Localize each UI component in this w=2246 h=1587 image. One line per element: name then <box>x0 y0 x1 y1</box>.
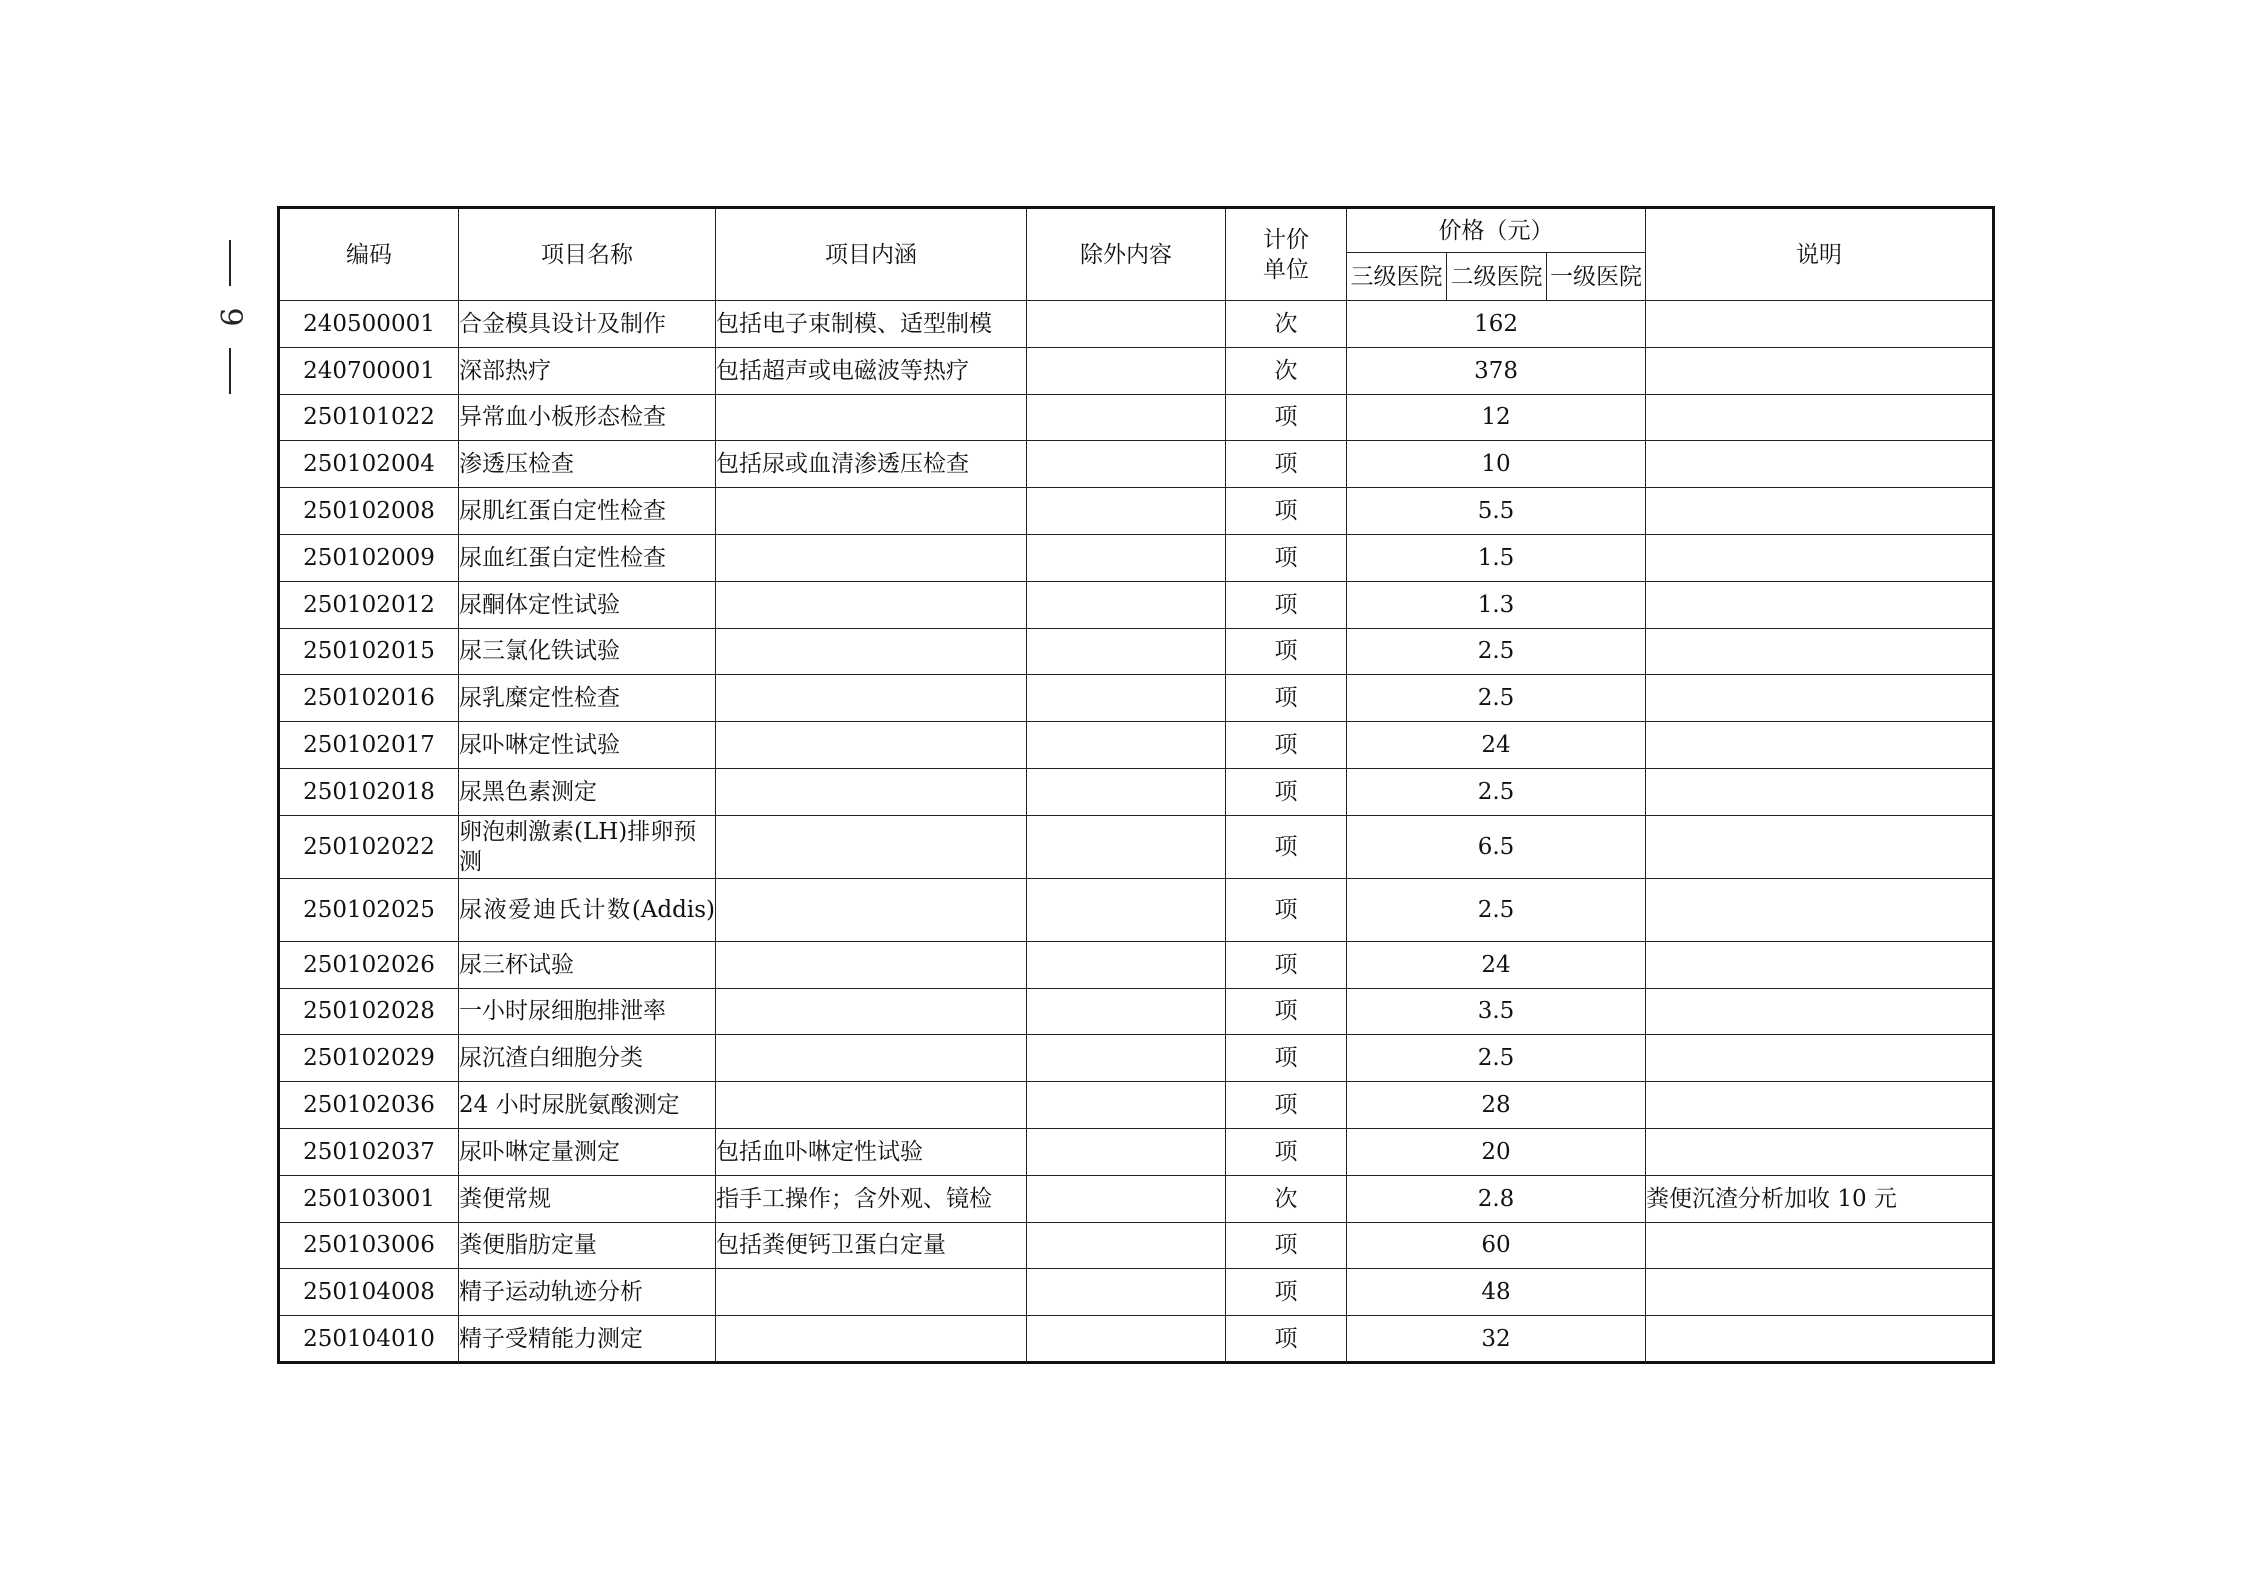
page-number-text: 9 <box>213 307 248 327</box>
cell-code: 240500001 <box>279 301 459 348</box>
cell-content <box>716 1035 1027 1082</box>
cell-code: 240700001 <box>279 347 459 394</box>
cell-name: 尿卟啉定量测定 <box>459 1128 716 1175</box>
cell-name: 尿血红蛋白定性检查 <box>459 534 716 581</box>
header-unit-line2: 单位 <box>1263 256 1309 283</box>
table-row <box>279 988 1994 1035</box>
cell-name: 尿三杯试验 <box>459 941 716 988</box>
table-row <box>279 1175 1994 1222</box>
cell-excluded <box>1027 301 1226 348</box>
cell-content <box>716 1316 1027 1363</box>
cell-name: 精子运动轨迹分析 <box>459 1269 716 1316</box>
cell-unit: 项 <box>1226 941 1347 988</box>
cell-excluded <box>1027 441 1226 488</box>
cell-content <box>716 1082 1027 1129</box>
cell-excluded <box>1027 394 1226 441</box>
header-content: 项目内涵 <box>716 208 1027 301</box>
table-header <box>279 208 1994 301</box>
cell-code: 250102026 <box>279 941 459 988</box>
cell-excluded <box>1027 581 1226 628</box>
cell-unit: 项 <box>1226 878 1347 941</box>
cell-code: 250104010 <box>279 1316 459 1363</box>
cell-note <box>1646 722 1994 769</box>
cell-price: 2.5 <box>1347 768 1646 815</box>
cell-price: 24 <box>1347 722 1646 769</box>
cell-price: 48 <box>1347 1269 1646 1316</box>
cell-excluded <box>1027 941 1226 988</box>
cell-unit: 次 <box>1226 1175 1347 1222</box>
cell-note <box>1646 1316 1994 1363</box>
cell-content: 包括粪便钙卫蛋白定量 <box>716 1222 1027 1269</box>
table-row <box>279 1269 1994 1316</box>
cell-name: 合金模具设计及制作 <box>459 301 716 348</box>
table-row <box>279 941 1994 988</box>
cell-code: 250102028 <box>279 988 459 1035</box>
header-name: 项目名称 <box>459 208 716 301</box>
cell-note <box>1646 347 1994 394</box>
cell-note <box>1646 1035 1994 1082</box>
cell-code: 250102016 <box>279 675 459 722</box>
cell-excluded <box>1027 1175 1226 1222</box>
table-row <box>279 394 1994 441</box>
cell-code: 250102022 <box>279 815 459 878</box>
cell-excluded <box>1027 675 1226 722</box>
cell-name: 尿卟啉定性试验 <box>459 722 716 769</box>
cell-price: 60 <box>1347 1222 1646 1269</box>
cell-price: 1.5 <box>1347 534 1646 581</box>
table-row <box>279 441 1994 488</box>
cell-code: 250101022 <box>279 394 459 441</box>
cell-note <box>1646 488 1994 535</box>
cell-note <box>1646 534 1994 581</box>
cell-note <box>1646 1269 1994 1316</box>
table-row <box>279 1222 1994 1269</box>
cell-content <box>716 488 1027 535</box>
cell-content <box>716 628 1027 675</box>
cell-price: 2.5 <box>1347 628 1646 675</box>
cell-note <box>1646 941 1994 988</box>
cell-name: 粪便常规 <box>459 1175 716 1222</box>
cell-unit: 次 <box>1226 301 1347 348</box>
cell-price: 162 <box>1347 301 1646 348</box>
cell-content <box>716 722 1027 769</box>
cell-unit: 项 <box>1226 1316 1347 1363</box>
cell-content <box>716 581 1027 628</box>
cell-price: 12 <box>1347 394 1646 441</box>
cell-name: 精子受精能力测定 <box>459 1316 716 1363</box>
cell-price: 2.8 <box>1347 1175 1646 1222</box>
cell-name: 卵泡刺激素(LH)排卵预测 <box>459 815 716 878</box>
cell-code: 250102017 <box>279 722 459 769</box>
cell-code: 250102018 <box>279 768 459 815</box>
cell-content: 包括电子束制模、适型制模 <box>716 301 1027 348</box>
cell-excluded <box>1027 1082 1226 1129</box>
cell-price: 28 <box>1347 1082 1646 1129</box>
cell-note <box>1646 1082 1994 1129</box>
cell-code: 250102029 <box>279 1035 459 1082</box>
header-level2: 二级医院 <box>1447 253 1547 301</box>
table-row <box>279 1128 1994 1175</box>
cell-excluded <box>1027 1316 1226 1363</box>
cell-unit: 项 <box>1226 441 1347 488</box>
cell-name: 尿沉渣白细胞分类 <box>459 1035 716 1082</box>
cell-name: 一小时尿细胞排泄率 <box>459 988 716 1035</box>
cell-name: 尿黑色素测定 <box>459 768 716 815</box>
cell-excluded <box>1027 347 1226 394</box>
cell-name: 尿酮体定性试验 <box>459 581 716 628</box>
cell-excluded <box>1027 628 1226 675</box>
cell-note <box>1646 628 1994 675</box>
cell-unit: 项 <box>1226 988 1347 1035</box>
table-row <box>279 488 1994 535</box>
cell-note <box>1646 1128 1994 1175</box>
cell-code: 250102036 <box>279 1082 459 1129</box>
cell-excluded <box>1027 815 1226 878</box>
cell-content <box>716 988 1027 1035</box>
cell-price: 20 <box>1347 1128 1646 1175</box>
cell-code: 250102025 <box>279 878 459 941</box>
cell-code: 250104008 <box>279 1269 459 1316</box>
cell-excluded <box>1027 1128 1226 1175</box>
cell-unit: 项 <box>1226 488 1347 535</box>
cell-code: 250103006 <box>279 1222 459 1269</box>
cell-note <box>1646 301 1994 348</box>
table-row <box>279 1035 1994 1082</box>
cell-excluded <box>1027 534 1226 581</box>
header-unit <box>1226 208 1347 301</box>
table-row <box>279 1316 1994 1363</box>
cell-content <box>716 675 1027 722</box>
cell-excluded <box>1027 1035 1226 1082</box>
table-row <box>279 581 1994 628</box>
cell-code: 250102015 <box>279 628 459 675</box>
cell-excluded <box>1027 488 1226 535</box>
cell-unit: 项 <box>1226 581 1347 628</box>
table-row <box>279 878 1994 941</box>
table-row <box>279 1082 1994 1129</box>
cell-code: 250103001 <box>279 1175 459 1222</box>
table-row <box>279 675 1994 722</box>
cell-content <box>716 534 1027 581</box>
cell-unit: 项 <box>1226 1222 1347 1269</box>
cell-content <box>716 768 1027 815</box>
cell-note <box>1646 675 1994 722</box>
cell-excluded <box>1027 722 1226 769</box>
cell-name: 异常血小板形态检查 <box>459 394 716 441</box>
cell-name: 深部热疗 <box>459 347 716 394</box>
cell-price: 2.5 <box>1347 675 1646 722</box>
page-number-dash-top <box>229 240 231 286</box>
cell-unit: 项 <box>1226 1128 1347 1175</box>
cell-note <box>1646 394 1994 441</box>
header-price-group: 价格（元） <box>1347 208 1646 253</box>
table-body <box>279 301 1994 1363</box>
cell-unit: 项 <box>1226 815 1347 878</box>
cell-price: 6.5 <box>1347 815 1646 878</box>
cell-name: 尿三氯化铁试验 <box>459 628 716 675</box>
cell-name: 尿液爱迪氏计数(Addis) <box>459 878 716 941</box>
cell-excluded <box>1027 878 1226 941</box>
table-row <box>279 301 1994 348</box>
cell-unit: 项 <box>1226 394 1347 441</box>
cell-note <box>1646 815 1994 878</box>
table-row <box>279 722 1994 769</box>
cell-content <box>716 1269 1027 1316</box>
cell-note: 粪便沉渣分析加收 10 元 <box>1646 1175 1994 1222</box>
cell-note <box>1646 1222 1994 1269</box>
cell-price: 1.3 <box>1347 581 1646 628</box>
header-note: 说明 <box>1646 208 1994 301</box>
table-row <box>279 347 1994 394</box>
table-row <box>279 628 1994 675</box>
table-row <box>279 768 1994 815</box>
cell-content <box>716 941 1027 988</box>
cell-unit: 项 <box>1226 1082 1347 1129</box>
cell-unit: 项 <box>1226 768 1347 815</box>
cell-note <box>1646 581 1994 628</box>
cell-unit: 次 <box>1226 347 1347 394</box>
cell-note <box>1646 878 1994 941</box>
cell-price: 10 <box>1347 441 1646 488</box>
cell-name: 粪便脂肪定量 <box>459 1222 716 1269</box>
header-level3: 三级医院 <box>1347 253 1447 301</box>
header-code: 编码 <box>279 208 459 301</box>
cell-price: 24 <box>1347 941 1646 988</box>
cell-unit: 项 <box>1226 1035 1347 1082</box>
cell-price: 32 <box>1347 1316 1646 1363</box>
cell-content <box>716 394 1027 441</box>
cell-name: 24 小时尿胱氨酸测定 <box>459 1082 716 1129</box>
cell-code: 250102012 <box>279 581 459 628</box>
cell-note <box>1646 441 1994 488</box>
cell-code: 250102004 <box>279 441 459 488</box>
cell-code: 250102037 <box>279 1128 459 1175</box>
cell-price: 378 <box>1347 347 1646 394</box>
cell-excluded <box>1027 1222 1226 1269</box>
cell-unit: 项 <box>1226 722 1347 769</box>
cell-price: 5.5 <box>1347 488 1646 535</box>
cell-name: 渗透压检查 <box>459 441 716 488</box>
cell-unit: 项 <box>1226 1269 1347 1316</box>
page-number <box>213 240 248 394</box>
cell-excluded <box>1027 988 1226 1035</box>
header-excluded: 除外内容 <box>1027 208 1226 301</box>
table-row <box>279 815 1994 878</box>
cell-name: 尿乳糜定性检查 <box>459 675 716 722</box>
price-table <box>277 206 1995 1364</box>
cell-code: 250102008 <box>279 488 459 535</box>
cell-note <box>1646 988 1994 1035</box>
cell-content: 包括血卟啉定性试验 <box>716 1128 1027 1175</box>
cell-content: 包括超声或电磁波等热疗 <box>716 347 1027 394</box>
cell-note <box>1646 768 1994 815</box>
cell-name: 尿肌红蛋白定性检查 <box>459 488 716 535</box>
header-level1: 一级医院 <box>1547 253 1646 301</box>
table-row <box>279 534 1994 581</box>
cell-price: 3.5 <box>1347 988 1646 1035</box>
cell-unit: 项 <box>1226 675 1347 722</box>
cell-content <box>716 878 1027 941</box>
cell-content: 指手工操作；含外观、镜检 <box>716 1175 1027 1222</box>
header-unit-line1: 计价 <box>1263 226 1309 253</box>
page-number-dash-bottom <box>229 348 231 394</box>
cell-excluded <box>1027 1269 1226 1316</box>
cell-content: 包括尿或血清渗透压检查 <box>716 441 1027 488</box>
cell-price: 2.5 <box>1347 1035 1646 1082</box>
cell-unit: 项 <box>1226 628 1347 675</box>
cell-code: 250102009 <box>279 534 459 581</box>
cell-excluded <box>1027 768 1226 815</box>
cell-price: 2.5 <box>1347 878 1646 941</box>
cell-content <box>716 815 1027 878</box>
cell-unit: 项 <box>1226 534 1347 581</box>
